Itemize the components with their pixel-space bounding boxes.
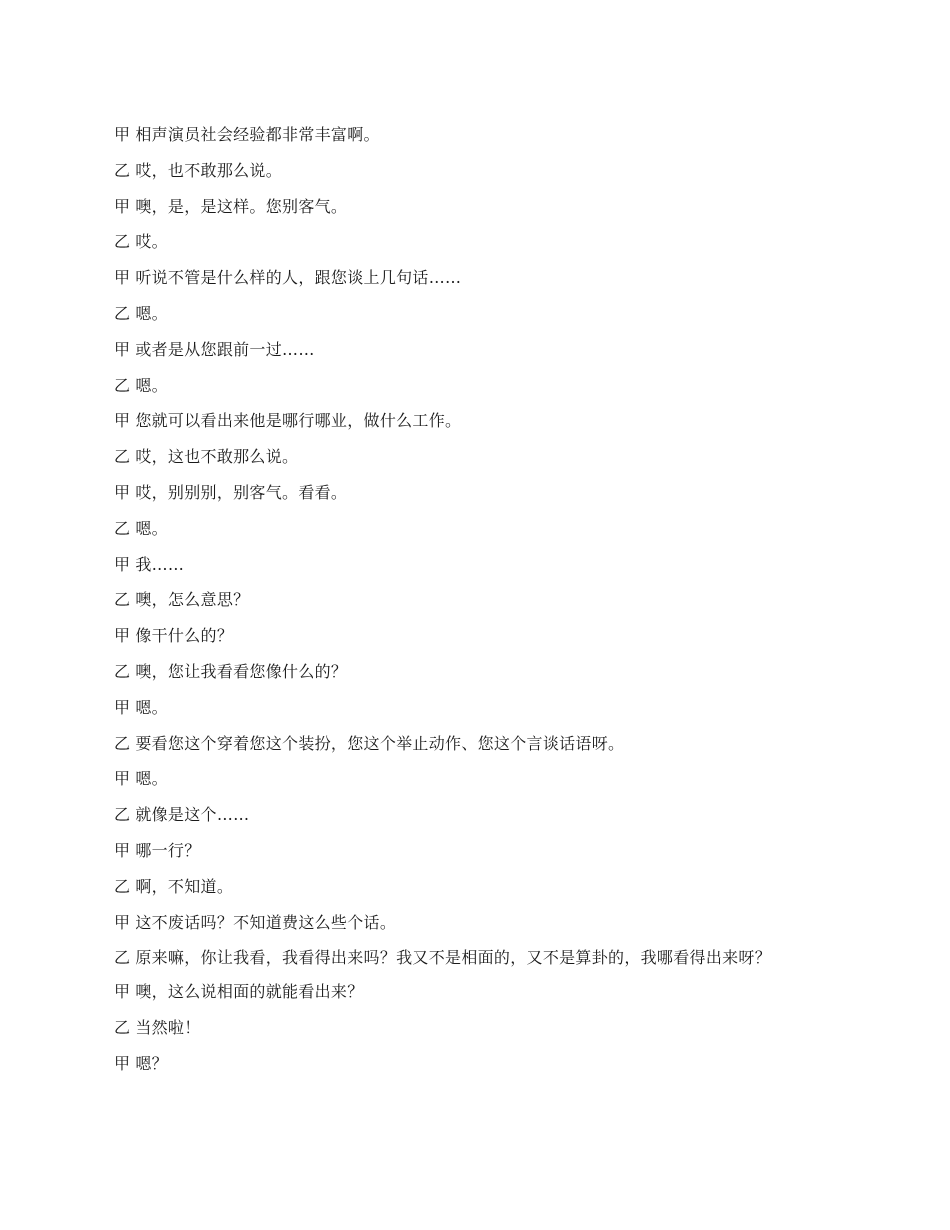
line-text: 原来嘛，你让我看，我看得出来吗？我又不是相面的，又不是算卦的，我哪看得出来呀？: [135, 948, 772, 968]
line-text: 或者是从您跟前一过……: [135, 339, 315, 359]
line-text: 噢，您让我看看您像什么的？: [135, 661, 348, 681]
dialogue-line: [114, 377, 834, 395]
line-text: 噢，怎么意思？: [135, 590, 250, 610]
speaker-label: 乙: [114, 876, 131, 896]
speaker-label: 甲: [114, 554, 131, 574]
speaker-label: 甲: [114, 482, 131, 502]
speaker-label: 甲: [114, 769, 131, 789]
line-text: 这不废话吗？不知道费这么些个话。: [135, 912, 397, 932]
line-text: 嗯？: [135, 1053, 168, 1073]
dialogue-line: [114, 269, 834, 287]
dialogue-line: [114, 412, 834, 430]
dialogue-line: [114, 448, 834, 466]
dialogue-line: [114, 663, 834, 681]
speaker-label: 乙: [114, 805, 131, 825]
line-text: 哪一行？: [135, 840, 201, 860]
speaker-label: 乙: [114, 160, 131, 180]
line-text: 哎。: [135, 232, 168, 252]
speaker-label: 乙: [114, 375, 131, 395]
speaker-label: 甲: [114, 125, 131, 144]
line-text: 像干什么的？: [135, 626, 234, 646]
speaker-label: 甲: [114, 697, 131, 717]
line-text: 您就可以看出来他是哪行哪业，做什么工作。: [135, 411, 462, 431]
speaker-label: 甲: [114, 840, 131, 860]
dialogue-line: [114, 735, 834, 753]
line-text: 我……: [135, 554, 185, 574]
line-text: 哎，也不敢那么说。: [135, 160, 283, 180]
dialogue-line: [114, 556, 834, 574]
dialogue-line: [114, 162, 834, 180]
line-text: 哎，别别别，别客气。看看。: [135, 482, 348, 502]
line-text: 噢，是，是这样。您别客气。: [135, 196, 348, 216]
dialogue-line: [114, 914, 834, 932]
line-text: 要看您这个穿着您这个装扮，您这个举止动作、您这个言谈话语呀。: [135, 733, 625, 753]
dialogue-line: [114, 770, 834, 788]
speaker-label: 甲: [114, 1053, 131, 1073]
dialogue-line: [114, 842, 834, 860]
dialogue-line: [114, 305, 834, 323]
dialogue-line: [114, 126, 834, 144]
dialogue-line: [114, 1055, 834, 1073]
speaker-label: 乙: [114, 447, 131, 467]
line-text: 相声演员社会经验都非常丰富啊。: [135, 125, 380, 144]
line-text: 嗯。: [135, 769, 168, 789]
dialogue-line: [114, 878, 834, 896]
line-text: 嗯。: [135, 697, 168, 717]
dialogue-line: [114, 341, 834, 359]
speaker-label: 乙: [114, 232, 131, 252]
line-text: 噢，这么说相面的就能看出来？: [135, 982, 364, 1002]
speaker-label: 乙: [114, 661, 131, 681]
dialogue-line: [114, 627, 834, 645]
speaker-label: 乙: [114, 518, 131, 538]
dialogue-line: [114, 1019, 834, 1037]
speaker-label: 乙: [114, 303, 131, 323]
dialogue-line: [114, 233, 834, 251]
speaker-label: 甲: [114, 411, 131, 431]
speaker-label: 乙: [114, 590, 131, 610]
speaker-label: 乙: [114, 948, 131, 968]
dialogue-line: [114, 520, 834, 538]
dialogue-line: [114, 806, 834, 824]
speaker-label: 乙: [114, 1018, 131, 1038]
dialogue-body: [114, 126, 834, 1091]
line-text: 哎，这也不敢那么说。: [135, 447, 299, 467]
speaker-label: 乙: [114, 733, 131, 753]
dialogue-line: [114, 949, 834, 967]
line-text: 嗯。: [135, 303, 168, 323]
line-text: 嗯。: [135, 518, 168, 538]
line-text: 就像是这个……: [135, 805, 250, 825]
dialogue-line: [114, 983, 834, 1001]
dialogue-line: [114, 591, 834, 609]
speaker-label: 甲: [114, 626, 131, 646]
dialogue-line: [114, 198, 834, 216]
dialogue-line: [114, 699, 834, 717]
speaker-label: 甲: [114, 339, 131, 359]
dialogue-line: [114, 484, 834, 502]
speaker-label: 甲: [114, 912, 131, 932]
speaker-label: 甲: [114, 982, 131, 1002]
speaker-label: 甲: [114, 196, 131, 216]
line-text: 嗯。: [135, 375, 168, 395]
line-text: 当然啦！: [135, 1018, 201, 1038]
line-text: 听说不管是什么样的人，跟您谈上几句话……: [135, 268, 462, 288]
speaker-label: 甲: [114, 268, 131, 288]
line-text: 啊，不知道。: [135, 876, 234, 896]
